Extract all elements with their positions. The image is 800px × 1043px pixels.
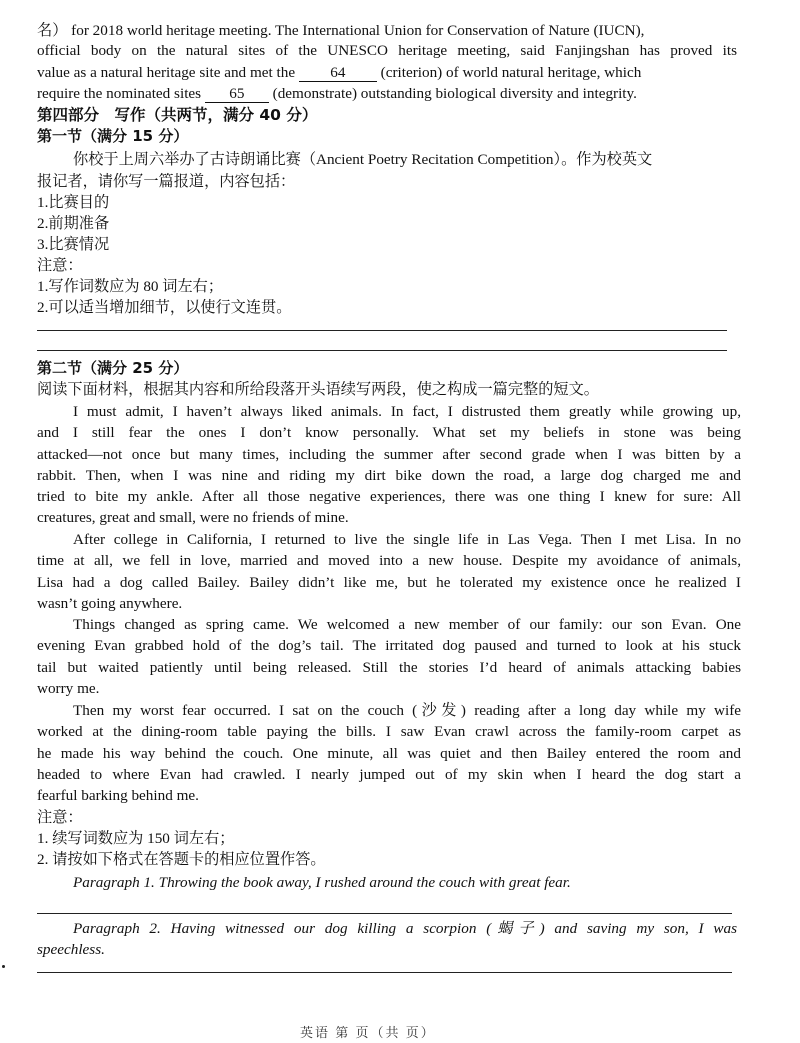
answer-line[interactable] (37, 913, 732, 914)
story-paragraph-2 (37, 529, 741, 614)
story-line: attacked—not once but many times, including the summer after second grade when I was bitten by a (37, 445, 741, 463)
cont-text: value as a natural heritage site and met the (37, 64, 296, 81)
story-paragraph-3 (37, 614, 741, 699)
story-line: Things changed as spring came. We welcomed a new member of our family: our son Evan. One (73, 616, 741, 633)
answer-line[interactable] (37, 972, 732, 973)
cont-line-2: official body on the natural sites of the UNESCO heritage meeting, said Fanjingshan has proved its (37, 42, 737, 59)
note-label: 注意： (37, 809, 83, 826)
paragraph2-opening: Paragraph 2. Having witnessed our dog killing a scorpion (蝎子) and saving my son, I was (73, 920, 737, 937)
section1-intro: 报记者，请你写一篇报道，内容包括： (37, 173, 296, 190)
story-line: Then my worst fear occurred. I sat on the couch (沙发) reading after a long day while my wife (73, 702, 741, 719)
answer-line[interactable] (37, 330, 727, 331)
note-item: 1. 续写词数应为 150 词左右； (37, 830, 235, 847)
blank-64[interactable]: 64 (299, 64, 377, 82)
content-item: 3.比赛情况 (37, 236, 110, 253)
cont-text: for 2018 world heritage meeting. The International Union for Conservation of Nature (IUCN), (71, 22, 645, 39)
story-line: evening Evan grabbed hold of the dog’s tail. The irritated dog paused and turned to look at his stuck (37, 637, 741, 655)
note-item: 1.写作词数应为 80 词左右； (37, 278, 224, 295)
story-paragraph-4 (37, 700, 741, 806)
story-line: and I still fear the ones I don’t know personally. What set my beliefs in stone was being (37, 424, 741, 442)
cont-text: require the nominated sites (37, 85, 202, 102)
note-item: 2. 请按如下格式在答题卡的相应位置作答。 (37, 851, 326, 868)
content-item: 2.前期准备 (37, 215, 110, 232)
story-line: he made his way behind the couch. One minute, all was quiet and then Bailey entered the room and (37, 744, 741, 762)
blank-65[interactable]: 65 (205, 85, 269, 103)
story-line: worry me. (37, 679, 100, 697)
story-line: I must admit, I haven’t always liked animals. In fact, I distrusted them greatly while growing up, (73, 403, 741, 420)
story-line: creatures, great and small, were no friends of mine. (37, 509, 349, 527)
section2-instruction: 阅读下面材料，根据其内容和所给段落开头语续写两段，使之构成一篇完整的短文。 (37, 381, 599, 398)
page-footer: 英语 第 页（共 页） (300, 1025, 436, 1040)
note-item: 2.可以适当增加细节，以使行文连贯。 (37, 299, 292, 316)
story-line: wasn’t going anywhere. (37, 594, 183, 612)
story-paragraph-1 (37, 401, 741, 529)
story-line: After college in California, I returned to live the single life in Las Vega. Then I met Lisa. In no (73, 531, 741, 548)
story-line: Lisa had a dog called Bailey. Bailey didn’t like me, but he tolerated my existence once he realized I (37, 573, 741, 591)
content-item: 1.比赛目的 (37, 194, 110, 211)
cont-line-4 (37, 83, 637, 104)
story-line: tail but waited patiently until being released. Still the stories I’d heard of animals attacking babies (37, 658, 741, 676)
cont-line-3 (37, 62, 737, 83)
story-line: fearful barking behind me. (37, 787, 199, 805)
cont-line-1 (37, 20, 644, 41)
paragraph2-opening: speechless. (37, 941, 105, 958)
paragraph1-opening: Paragraph 1. Throwing the book away, I rushed around the couch with great fear. (73, 874, 571, 891)
part4-heading: 第四部分 写作（共两节，满分 40 分） (37, 106, 318, 124)
story-line: tried to bite my ankle. After all those negative experiences, there was one thing I knew for sure: All (37, 488, 741, 506)
cont-text: (criterion) of world natural heritage, which (380, 64, 642, 81)
cont-text: (demonstrate) outstanding biological diversity and integrity. (272, 85, 637, 102)
scan-speck (2, 965, 5, 968)
section1-heading: 第一节（满分 15 分） (37, 127, 189, 145)
section1-intro: 你校于上周六举办了古诗朗诵比赛（Ancient Poetry Recitation Competition）。作为校英文 (73, 151, 653, 168)
section2-heading: 第二节（满分 25 分） (37, 359, 189, 377)
story-line: headed to where Evan had crawled. I nearly jumped out of my skin when I heard the dog start a (37, 765, 741, 783)
answer-line[interactable] (37, 350, 727, 351)
story-line: worked at the dining-room table paying the bills. I saw Evan crawl across the family-room carpet as (37, 723, 741, 741)
cont-prefix: 名） (37, 22, 68, 39)
story-line: time at all, we fell in love, married and moved into a new house. Despite my avoidance of animals, (37, 552, 741, 570)
story-line: rabbit. Then, when I was nine and riding my dirt bike down the road, a large dog charged me and (37, 466, 741, 484)
note-label: 注意： (37, 257, 83, 274)
